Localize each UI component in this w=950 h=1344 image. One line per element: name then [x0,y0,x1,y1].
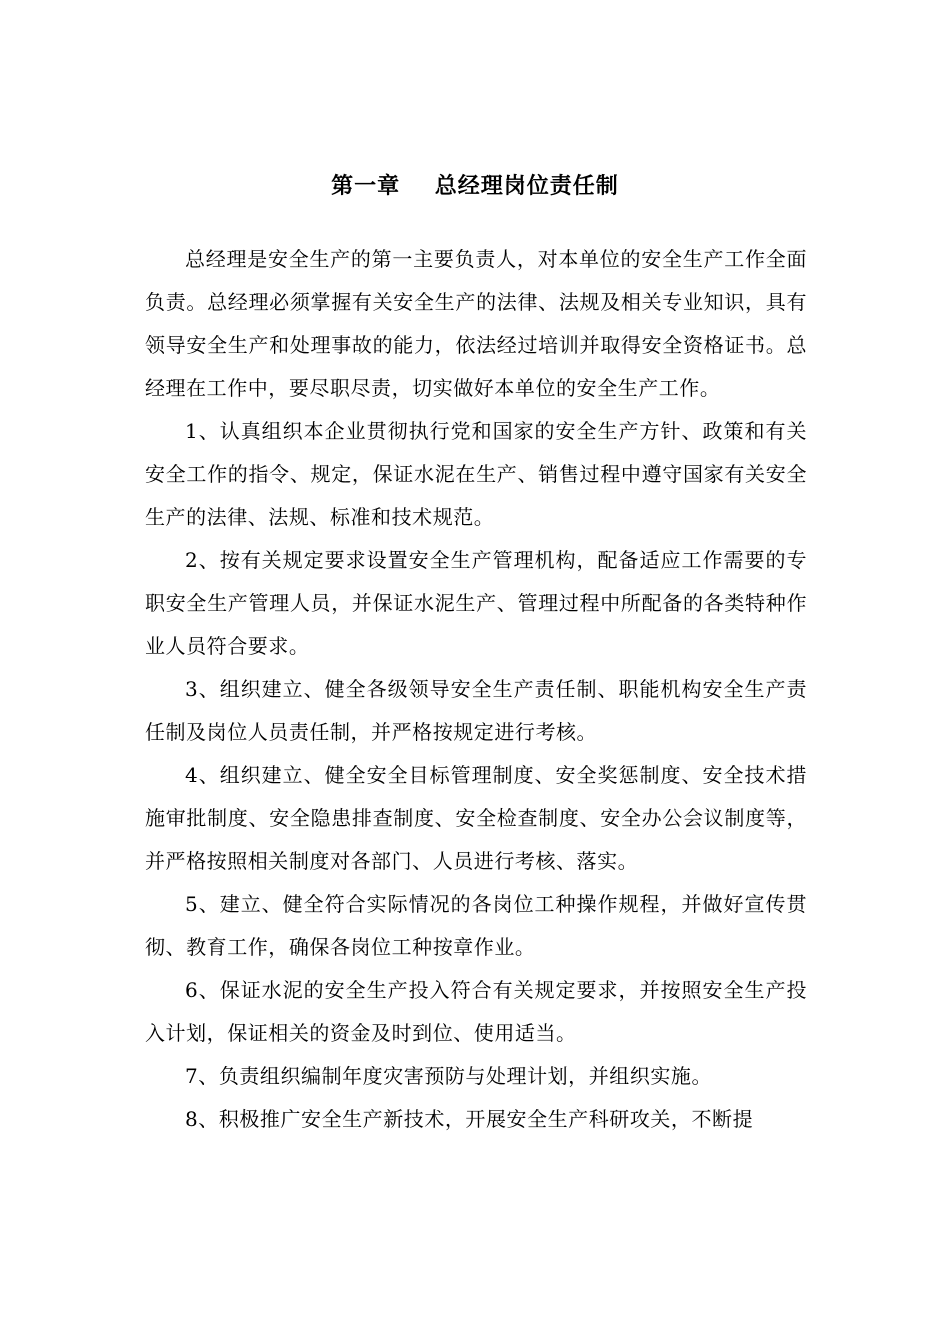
paragraph-intro: 总经理是安全生产的第一主要负责人，对本单位的安全生产工作全面负责。总经理必须掌握有关安全生产的法律、法规及相关专业知识，具有领导安全生产和处理事故的能力，依法经过培训并取得安全资格证书。总经理在工作中，要尽职尽责，切实做好本单位的安全生产工作。 [145,247,807,400]
paragraph-item-1: 1、认真组织本企业贯彻执行党和国家的安全生产方针、政策和有关安全工作的指令、规定，保证水泥在生产、销售过程中遵守国家有关安全生产的法律、法规、标准和技术规范。 [145,419,807,529]
chapter-title: 第一章 总经理岗位责任制 [331,174,619,199]
paragraph-item-4: 4、组织建立、健全安全目标管理制度、安全奖惩制度、安全技术措施审批制度、安全隐患排查制度、安全检查制度、安全办公会议制度等，并严格按照相关制度对各部门、人员进行考核、落实。 [145,763,807,873]
document-body [145,238,807,1141]
paragraph-item-7: 7、负责组织编制年度灾害预防与处理计划，并组织实施。 [185,1064,713,1088]
paragraph-item-2: 2、按有关规定要求设置安全生产管理机构，配备适应工作需要的专职安全生产管理人员，并保证水泥生产、管理过程中所配备的各类特种作业人员符合要求。 [145,548,807,658]
paragraph-item-6: 6、保证水泥的安全生产投入符合有关规定要求，并按照安全生产投入计划，保证相关的资金及时到位、使用适当。 [145,978,807,1045]
paragraph-item-5: 5、建立、健全符合实际情况的各岗位工种操作规程，并做好宣传贯彻、教育工作，确保各岗位工种按章作业。 [145,892,807,959]
paragraph-item-3: 3、组织建立、健全各级领导安全生产责任制、职能机构安全生产责任制及岗位人员责任制，并严格按规定进行考核。 [145,677,807,744]
paragraph-item-8: 8、积极推广安全生产新技术，开展安全生产科研攻关，不断提 [185,1107,754,1131]
